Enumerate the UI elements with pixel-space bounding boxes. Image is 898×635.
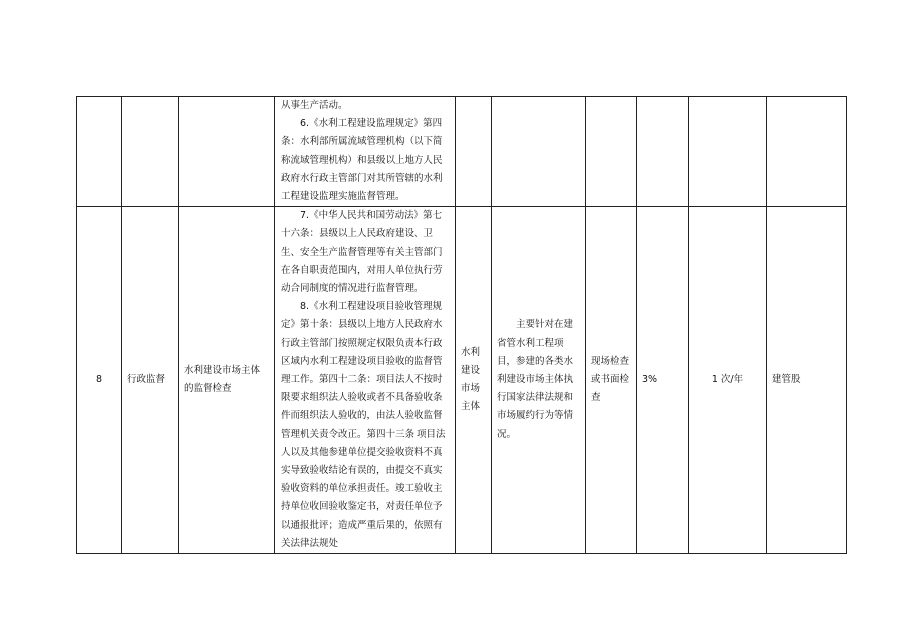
method-cell bbox=[586, 97, 637, 207]
inspection-table bbox=[76, 96, 847, 554]
object-cell: 水利建设市场主体 bbox=[456, 207, 492, 554]
number-cell: 8 bbox=[77, 207, 122, 554]
content-cell bbox=[492, 207, 586, 554]
basis-cell bbox=[275, 97, 456, 207]
item-cell: 水利建设市场主体的监督检查 bbox=[179, 207, 275, 554]
frequency-cell bbox=[689, 97, 767, 207]
item-cell bbox=[179, 97, 275, 207]
frequency-cell: 1 次/年 bbox=[689, 207, 767, 554]
method-cell: 现场检查或书面检查 bbox=[586, 207, 637, 554]
department-cell: 建管股 bbox=[767, 207, 847, 554]
basis-text: 6.《水利工程建设监理规定》第四条：水利部所属流域管理机构（以下简称流域管理机构）和县级以上地方人民政府水行政主管部门对其所管辖的水利工程建设监理实施监督管理。 bbox=[281, 118, 443, 203]
content-cell bbox=[492, 97, 586, 207]
table-row bbox=[77, 207, 847, 554]
object-cell bbox=[456, 97, 492, 207]
category-cell: 行政监督 bbox=[122, 207, 179, 554]
basis-cell bbox=[275, 207, 456, 554]
table-row bbox=[77, 97, 847, 207]
content-text: 主要针对在建省管水利工程项目，参建的各类水利建设市场主体执行国家法律法规和市场履约行为等情况。 bbox=[497, 319, 574, 440]
category-cell bbox=[122, 97, 179, 207]
number-cell bbox=[77, 97, 122, 207]
ratio-cell bbox=[637, 97, 689, 207]
basis-text: 8.《水利工程建设项目验收管理规定》第十条：县级以上地方人民政府水行政主管部门按照规定权限负责本行政区域内水利工程建设项目验收的监督管理工作。第四十二条：项目法人不按时限要求组织法人验收或者不具备验收条件而组织法人验收的，由法人验收监督管理机关责令改正。第四十三条 项目法人以及其他参建单位提交验收资料不真实导致验收结论有误的，由提交不真实验收资料的单位承担责任。竣工验收主持单位收回验收鉴定书，对责任单位予以通报批评；造成严重后果的，依照有关法律法规处 bbox=[281, 301, 446, 549]
basis-text: 从事生产活动。 bbox=[281, 100, 348, 111]
ratio-cell: 3% bbox=[637, 207, 689, 554]
department-cell bbox=[767, 97, 847, 207]
basis-text: 7.《中华人民共和国劳动法》第七十六条：县级以上人民政府建设、卫生、安全生产监督管理等有关主管部门在各自职责范围内，对用人单位执行劳动合同制度的情况进行监督管理。 bbox=[281, 210, 443, 295]
